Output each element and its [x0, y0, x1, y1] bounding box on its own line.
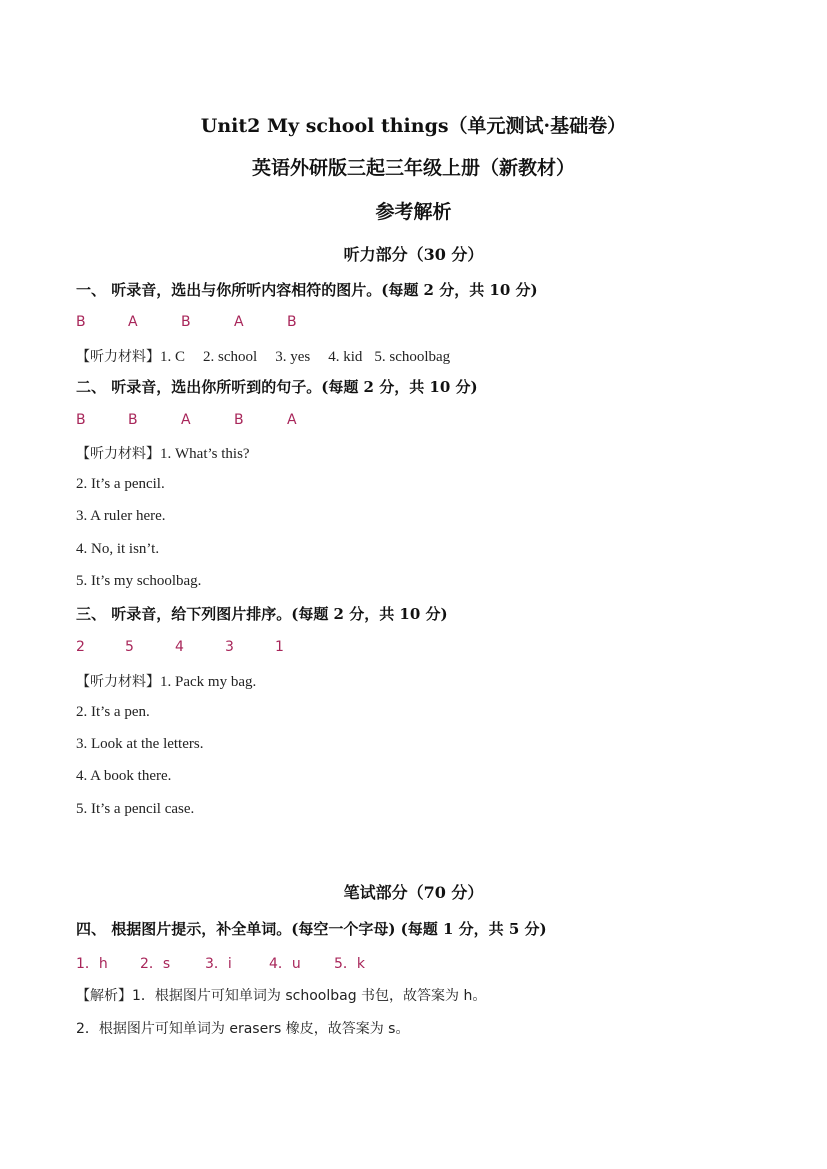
document-subtitle: 英语外研版三起三年级上册（新教材） — [251, 157, 575, 179]
question-3-answer: 2 — [76, 639, 85, 655]
answer-key-title: 参考解析 — [375, 201, 452, 223]
question-4-answer: 3．i — [205, 956, 232, 972]
question-1-answer: B — [181, 314, 191, 330]
question-1-answer: A — [128, 314, 138, 330]
material-tag: 【听力材料】 — [76, 674, 160, 690]
material-line: 1. What’s this? — [160, 446, 250, 462]
question-1-listening-material — [76, 346, 468, 366]
material-line: 4. A book there. — [76, 768, 172, 784]
analysis-line: 1．根据图片可知单词为 schoolbag 书包，故答案为 h。 — [132, 988, 487, 1004]
question-4-answer: 1．h — [76, 956, 108, 972]
question-2-answer: B — [128, 412, 138, 428]
question-3-listening-material — [76, 671, 256, 691]
question-2-heading: 二、 听录音，选出你所听到的句子。(每题 2 分，共 10 分) — [76, 378, 478, 396]
question-3-answer: 5 — [125, 639, 134, 655]
question-4-answer: 2．s — [140, 956, 171, 972]
question-1-answer: B — [287, 314, 297, 330]
material-line: 4. No, it isn’t. — [76, 541, 160, 557]
question-4-answer: 4．u — [269, 956, 301, 972]
analysis-tag: 【解析】 — [76, 988, 132, 1004]
question-1-heading: 一、 听录音，选出与你所听内容相符的图片。(每题 2 分，共 10 分) — [76, 281, 538, 299]
analysis-line: 2．根据图片可知单词为 erasers 橡皮，故答案为 s。 — [76, 1021, 410, 1037]
question-3-answer: 3 — [225, 639, 234, 655]
question-2-answer: A — [181, 412, 191, 428]
material-tag: 【听力材料】 — [76, 349, 160, 365]
written-section-heading: 笔试部分（70 分） — [343, 883, 484, 902]
material-line: 2. It’s a pen. — [76, 704, 150, 720]
document-title: Unit2 My school things（单元测试·基础卷） — [200, 115, 627, 137]
question-1-answer: B — [76, 314, 86, 330]
material-item: 1. C — [160, 349, 186, 365]
material-tag: 【听力材料】 — [76, 446, 160, 462]
listening-section-heading: 听力部分（30 分） — [343, 245, 484, 264]
question-3-answer: 4 — [175, 639, 184, 655]
material-line: 3. Look at the letters. — [76, 736, 204, 752]
material-line: 5. It’s my schoolbag. — [76, 573, 202, 589]
question-3-answer: 1 — [275, 639, 284, 655]
question-2-answer: A — [287, 412, 297, 428]
question-1-answer: A — [234, 314, 244, 330]
question-4-heading: 四、 根据图片提示，补全单词。(每空一个字母) (每题 1 分，共 5 分) — [76, 920, 547, 938]
material-item: 3. yes — [275, 349, 311, 365]
question-2-listening-material — [76, 443, 250, 463]
question-4-answer: 5．k — [334, 956, 366, 972]
material-line: 3. A ruler here. — [76, 508, 166, 524]
material-item: 2. school — [203, 349, 258, 365]
question-2-answer: B — [234, 412, 244, 428]
question-2-answer: B — [76, 412, 86, 428]
question-4-analysis — [76, 985, 486, 1005]
material-line: 2. It’s a pencil. — [76, 476, 165, 492]
material-line: 5. It’s a pencil case. — [76, 801, 195, 817]
material-item: 4. kid — [328, 349, 363, 365]
material-line: 1. Pack my bag. — [160, 674, 257, 690]
material-item: 5. schoolbag — [374, 349, 451, 365]
question-3-heading: 三、 听录音，给下列图片排序。(每题 2 分，共 10 分) — [76, 605, 448, 623]
